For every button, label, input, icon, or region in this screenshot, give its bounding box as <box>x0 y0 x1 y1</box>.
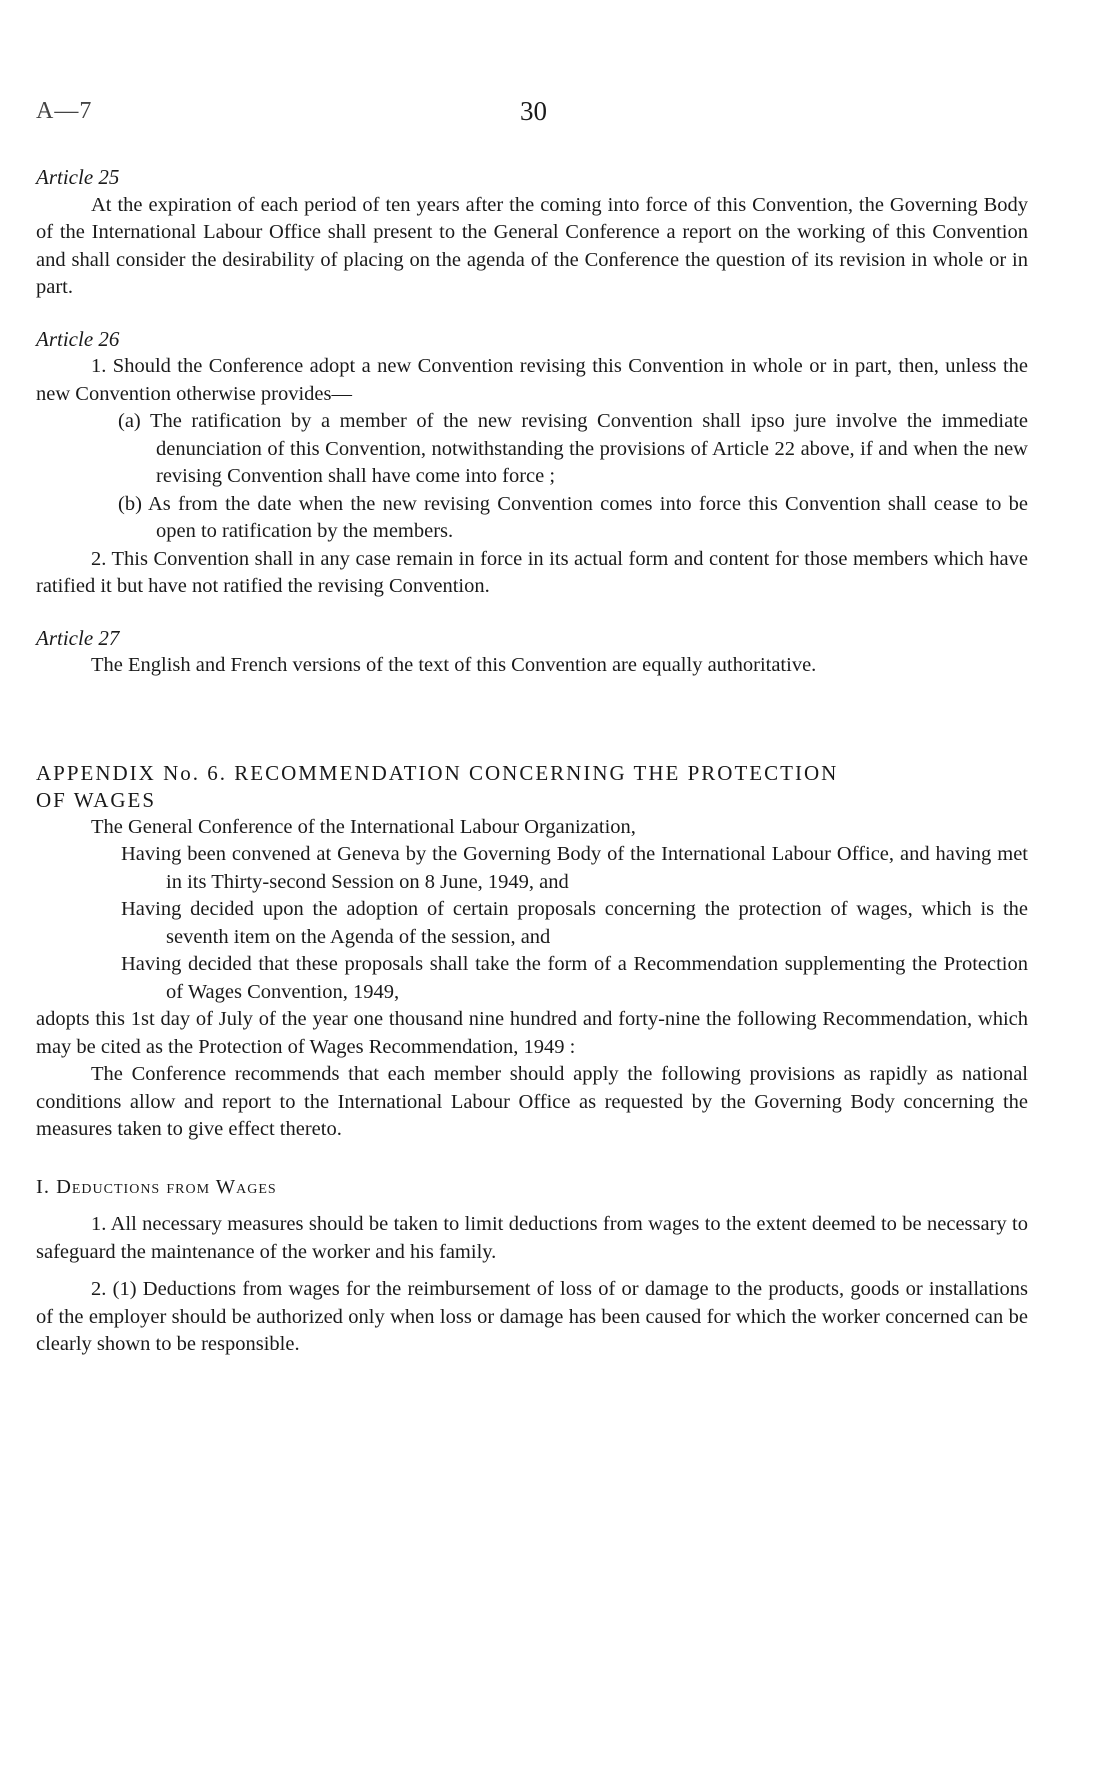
article-26-heading: Article 26 <box>36 326 120 351</box>
article-25-text: At the expiration of each period of ten years after the coming into force of this Convention, the Governing Body of the International Labour Office shall present to the General Conference a report on the working of this Convention and shall consider the desirability of placing on the agenda of the Conference the question of its revision in whole or in part. <box>36 193 1028 298</box>
section-1-para-2: 2. (1) Deductions from wages for the reimbursement of loss of or damage to the products, goods or installations of the employer should be authorized only when loss or damage has been caused for which the worker concerned can be clearly shown to be responsible. <box>36 1278 1028 1355</box>
section-1-para-1: 1. All necessary measures should be taken to limit deductions from wages to the extent deemed to be necessary to safeguard the maintenance of the worker and his family. <box>36 1213 1028 1263</box>
appendix-having-3: Having decided that these proposals shall take the form of a Recommendation supplementing the Protection of Wages Convention, 1949, <box>121 953 1028 1003</box>
appendix-adopts: adopts this 1st day of July of the year one thousand nine hundred and forty-nine the following Recommendation, which may be cited as the Protection of Wages Recommendation, 1949 : <box>36 1008 1028 1058</box>
article-26-item-b: (b) As from the date when the new revising Convention comes into force this Convention shall cease to be open to ratification by the members. <box>118 492 1028 542</box>
article-26-item-a: (a) The ratification by a member of the new revising Convention shall ipso jure involve the immediate denunciation of this Convention, notwithstanding the provisions of Article 22 above, if and when the new revising Convention shall have come into force ; <box>118 410 1028 487</box>
article-27-text: The English and French versions of the text of this Convention are equally authoritative. <box>91 654 817 676</box>
appendix-having-2: Having decided upon the adoption of certain proposals concerning the protection of wages, which is the seventh item on the Agenda of the session, and <box>121 898 1028 948</box>
appendix-recommends: The Conference recommends that each member should apply the following provisions as rapidly as national conditions allow and report to the International Labour Office as requested by the Governing Body concerning the measures taken to give effect thereto. <box>36 1063 1028 1140</box>
appendix-having-1: Having been convened at Geneva by the Governing Body of the International Labour Office, and having met in its Thirty-second Session on 8 June, 1949, and <box>121 843 1028 893</box>
page-content <box>36 164 1028 1359</box>
article-27-heading: Article 27 <box>36 625 120 650</box>
document-reference: A—7 <box>36 98 93 124</box>
article-26-para-1: 1. Should the Conference adopt a new Convention revising this Convention in whole or in part, then, unless the new Convention otherwise provides— <box>36 355 1028 405</box>
article-25-heading: Article 25 <box>36 165 120 189</box>
page-number: 30 <box>520 96 547 126</box>
appendix-title-line-1: APPENDIX No. 6. RECOMMENDATION CONCERNING THE PROTECTION <box>36 760 839 785</box>
appendix-intro: The General Conference of the International Labour Organization, <box>91 815 636 838</box>
article-26-para-2: 2. This Convention shall in any case remain in force in its actual form and content for those members which have ratified it but have not ratified the revising Convention. <box>36 547 1028 597</box>
section-1-heading: I. Deductions from Wages <box>36 1175 277 1198</box>
appendix-title-line-2: OF WAGES <box>36 787 157 812</box>
